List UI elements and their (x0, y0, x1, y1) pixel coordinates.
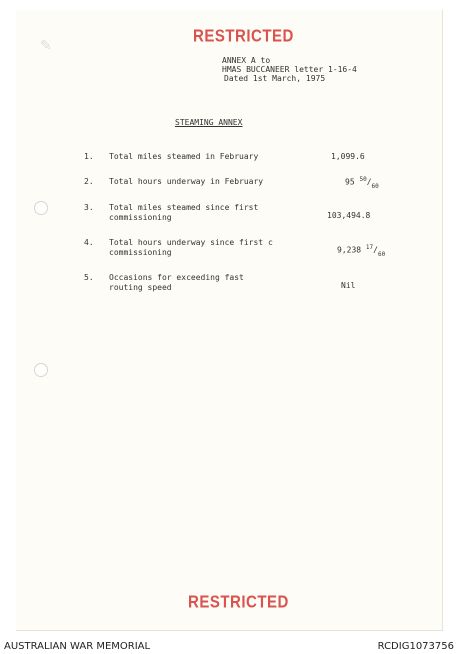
value-numerator: 17 (365, 244, 374, 251)
value-numerator: 50 (359, 176, 367, 183)
item-number: 3. (84, 203, 94, 212)
restricted-stamp-top: RESTRICTED (193, 26, 294, 47)
annex-line: HMAS BUCCANEER letter 1-16-4 (222, 65, 357, 74)
value-denominator: 60 (371, 182, 379, 190)
item-text: Total miles steamed in February (109, 152, 259, 161)
item-number: 2. (84, 177, 94, 186)
ink-mark: ✎ (40, 38, 52, 54)
item-text: Occasions for exceeding fast (109, 273, 244, 282)
item-text: commissioning (109, 213, 172, 222)
punch-hole-bottom (34, 363, 48, 377)
item-number: 5. (84, 273, 94, 282)
section-heading: STEAMING ANNEX (175, 118, 243, 127)
item-value: 95 $^{50}/_{60}$ (345, 176, 379, 190)
item-text: Total miles steamed since first (109, 203, 259, 212)
value-denominator: 60 (377, 250, 386, 258)
value-whole: 9,238 (337, 245, 362, 255)
punch-hole-top (34, 201, 48, 215)
item-text: routing speed (109, 283, 172, 292)
footer-id: RCDIG1073756 (377, 641, 454, 652)
annex-header (222, 56, 357, 83)
item-text: commissioning (109, 248, 172, 257)
document-page (16, 10, 443, 631)
item-value: 9,238 $^{17}/_{60}$ (337, 244, 386, 258)
item-value: Nil (341, 281, 356, 290)
item-number: 1. (84, 152, 94, 161)
item-text: Total hours underway since first c (109, 238, 273, 247)
item-number: 4. (84, 238, 94, 247)
item-text: Total hours underway in February (109, 177, 264, 186)
footer-source: AUSTRALIAN WAR MEMORIAL (4, 641, 151, 652)
annex-line: ANNEX A to (222, 56, 271, 65)
item-value: 1,099.6 (331, 152, 365, 161)
restricted-stamp-bottom: RESTRICTED (188, 592, 289, 613)
annex-line: Dated 1st March, 1975 (224, 74, 326, 83)
item-value: 103,494.8 (327, 211, 371, 220)
value-whole: 95 (345, 177, 355, 187)
